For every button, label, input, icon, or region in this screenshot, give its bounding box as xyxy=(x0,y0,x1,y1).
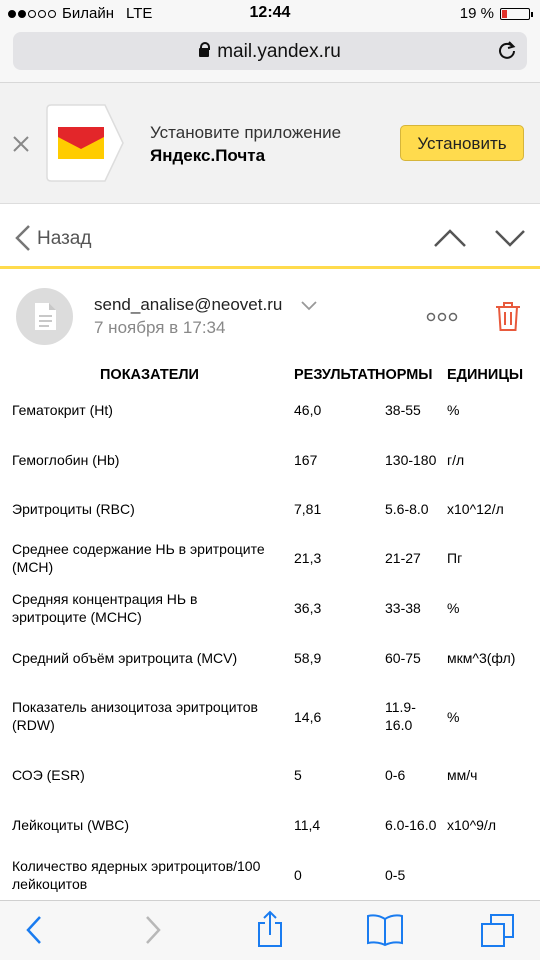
column-header-result: РЕЗУЛЬТАТ xyxy=(294,367,377,383)
row-indicator: Эритроциты (RBC) xyxy=(12,501,135,517)
next-message-icon[interactable] xyxy=(494,228,526,248)
more-dots-icon[interactable] xyxy=(426,312,458,322)
row-unit: мм/ч xyxy=(447,767,478,783)
row-norm: 33-38 xyxy=(385,600,421,616)
column-header-indicators: ПОКАЗАТЕЛИ xyxy=(100,367,199,383)
column-header-units: ЕДИНИЦЫ xyxy=(447,367,524,383)
banner-text-line1: Установите приложение xyxy=(150,123,342,142)
network-type: LTE xyxy=(125,5,153,22)
row-indicator: Гемоглобин (Hb) xyxy=(12,452,120,468)
sender-address[interactable]: send_analise@neovet.ru xyxy=(94,295,283,314)
share-icon[interactable] xyxy=(256,909,284,949)
browser-forward-icon[interactable] xyxy=(143,913,163,947)
avatar xyxy=(16,288,73,345)
row-indicator: Гематокрит (Ht) xyxy=(12,402,113,418)
document-icon xyxy=(16,288,73,345)
row-indicator: СОЭ (ESR) xyxy=(12,767,85,783)
row-result: 11,4 xyxy=(294,817,321,833)
banner-app-name: Яндекс.Почта xyxy=(150,146,266,165)
trash-icon[interactable] xyxy=(494,300,522,332)
row-unit: % xyxy=(447,402,460,418)
row-unit: x10^12/л xyxy=(447,501,504,517)
url-text: mail.yandex.ru xyxy=(217,41,341,62)
row-norm: 5.6-8.0 xyxy=(385,501,429,517)
lock-icon xyxy=(199,48,209,57)
status-right xyxy=(460,5,530,22)
row-norm: 60-75 xyxy=(385,650,421,666)
row-unit: % xyxy=(447,600,460,616)
row-norm: 21-27 xyxy=(385,550,421,566)
mail-nav-bar xyxy=(0,210,540,269)
message-date: 7 ноября в 17:34 xyxy=(94,318,226,337)
row-unit: Пг xyxy=(447,550,463,566)
row-norm: 6.0-16.0 xyxy=(385,817,437,833)
row-norm: 0-5 xyxy=(385,867,406,883)
row-unit: г/л xyxy=(447,452,465,468)
row-norm: 38-55 xyxy=(385,402,421,418)
row-result: 36,3 xyxy=(294,600,322,616)
install-button[interactable]: Установить xyxy=(400,125,524,161)
battery-icon xyxy=(500,8,530,20)
row-norm: 0-6 xyxy=(385,767,406,783)
status-bar xyxy=(0,0,540,28)
close-icon[interactable] xyxy=(12,135,30,153)
back-button[interactable]: Назад xyxy=(37,228,92,249)
browser-bottom-toolbar xyxy=(0,900,540,960)
app-install-banner xyxy=(0,83,540,204)
row-result: 14,6 xyxy=(294,709,322,725)
row-result: 167 xyxy=(294,452,318,468)
row-indicator: Показатель анизоцитоза эритроцитов (RDW) xyxy=(12,699,258,733)
row-norm: 11.9-16.0 xyxy=(385,699,416,733)
row-norm: 130-180 xyxy=(385,452,437,468)
row-indicator: Среднее содержание НЬ в эритроците (МСН) xyxy=(12,541,265,575)
chevron-down-icon[interactable] xyxy=(300,300,318,312)
row-result: 0 xyxy=(294,867,302,883)
row-result: 58,9 xyxy=(294,650,322,666)
row-unit: x10^9/л xyxy=(447,817,496,833)
reload-icon[interactable] xyxy=(497,40,517,60)
book-icon[interactable] xyxy=(366,913,404,947)
browser-toolbar xyxy=(0,28,540,83)
row-unit: % xyxy=(447,709,460,725)
row-result: 21,3 xyxy=(294,550,322,566)
row-indicator: Средняя концентрация НЬ в эритроците (МСНС) xyxy=(12,591,198,625)
back-chevron-icon[interactable] xyxy=(14,224,32,252)
row-unit: мкм^3(фл) xyxy=(447,650,516,666)
row-indicator: Лейкоциты (WBC) xyxy=(12,817,130,833)
yandex-mail-envelope-icon xyxy=(45,103,125,183)
status-time: 12:44 xyxy=(249,4,291,21)
previous-message-icon[interactable] xyxy=(433,228,467,248)
tabs-icon[interactable] xyxy=(480,913,516,949)
row-result: 46,0 xyxy=(294,402,322,418)
row-result: 7,81 xyxy=(294,501,322,517)
battery-percent: 19 % xyxy=(459,5,494,22)
browser-back-icon[interactable] xyxy=(24,913,44,947)
row-indicator: Количество ядерных эритроцитов/100 лейкоцитов xyxy=(12,858,261,892)
column-header-norms: НОРМЫ xyxy=(375,367,433,383)
address-bar[interactable] xyxy=(13,32,527,70)
row-result: 5 xyxy=(294,767,302,783)
carrier-name: Билайн xyxy=(62,5,114,22)
row-indicator: Средний объём эритроцита (MCV) xyxy=(12,650,238,666)
